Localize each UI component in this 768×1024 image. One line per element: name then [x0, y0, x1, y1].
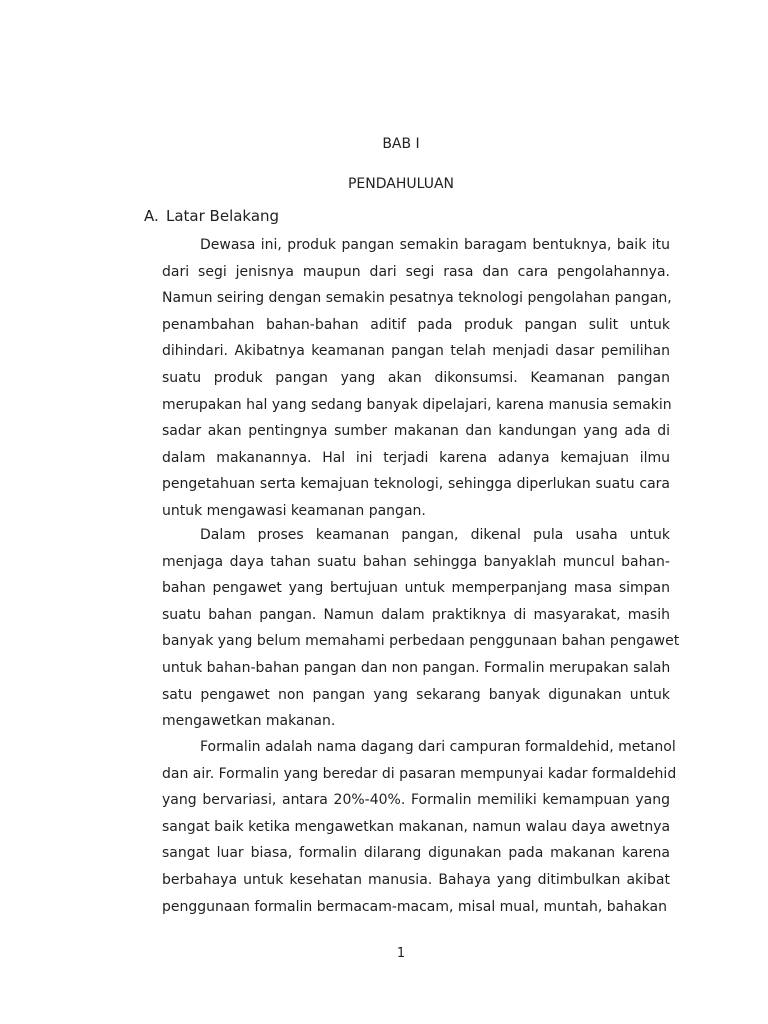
- section-number: A.: [144, 207, 159, 225]
- paragraph-line: banyak yang belum memahami perbedaan penggunaan bahan pengawet: [162, 633, 680, 650]
- paragraph-line: untuk mengawasi keamanan pangan.: [162, 502, 426, 519]
- paragraph-line: mengawetkan makanan.: [162, 713, 336, 730]
- paragraph-2: [162, 522, 680, 735]
- paragraph-line: dari segi jenisnya maupun dari segi rasa dan cara pengolahannya.: [162, 263, 670, 280]
- paragraph-line: suatu bahan pangan. Namun dalam praktiknya di masyarakat, masih: [162, 606, 670, 623]
- paragraph-line: satu pengawet non pangan yang sekarang banyak digunakan untuk: [162, 686, 670, 703]
- paragraph-line: dan air. Formalin yang beredar di pasaran mempunyai kadar formaldehid: [162, 765, 677, 782]
- chapter-title: PENDAHULUAN: [347, 176, 455, 192]
- paragraph-line: penambahan bahan-bahan aditif pada produk pangan sulit untuk: [162, 316, 670, 333]
- section-heading: [144, 207, 279, 225]
- paragraph-line: dihindari. Akibatnya keamanan pangan telah menjadi dasar pemilihan: [162, 343, 670, 360]
- paragraph-1: [162, 232, 670, 525]
- page-number: 1: [396, 946, 406, 961]
- paragraph-line: suatu produk pangan yang akan dikonsumsi. Keamanan pangan: [162, 369, 670, 386]
- paragraph-line: menjaga daya tahan suatu bahan sehingga banyaklah muncul bahan-: [162, 553, 670, 570]
- paragraph-line: penggunaan formalin bermacam-macam, misal mual, muntah, bahakan: [162, 898, 667, 915]
- section-title: Latar Belakang: [166, 207, 280, 225]
- paragraph-line: Dewasa ini, produk pangan semakin baragam bentuknya, baik itu: [200, 237, 670, 253]
- paragraph-line: Namun seiring dengan semakin pesatnya teknologi pengolahan pangan,: [162, 290, 672, 307]
- paragraph-line: untuk bahan-bahan pangan dan non pangan. Formalin merupakan salah: [162, 659, 671, 676]
- paragraph-line: pengetahuan serta kemajuan teknologi, sehingga diperlukan suatu cara: [162, 476, 670, 493]
- paragraph-line: sadar akan pentingnya sumber makanan dan kandungan yang ada di: [162, 423, 670, 440]
- paragraph-line: Dalam proses keamanan pangan, dikenal pula usaha untuk: [200, 527, 670, 543]
- paragraph-line: merupakan hal yang sedang banyak dipelajari, karena manusia semakin: [162, 396, 672, 413]
- paragraph-line: yang bervariasi, antara 20%-40%. Formalin memiliki kemampuan yang: [162, 792, 670, 809]
- chapter-number: BAB I: [382, 136, 420, 152]
- paragraph-line: sangat luar biasa, formalin dilarang digunakan pada makanan karena: [162, 845, 670, 862]
- paragraph-line: dalam makanannya. Hal ini terjadi karena adanya kemajuan ilmu: [162, 449, 670, 466]
- paragraph-line: Formalin adalah nama dagang dari campuran formaldehid, metanol: [200, 739, 676, 755]
- paragraph-line: berbahaya untuk kesehatan manusia. Bahaya yang ditimbulkan akibat: [162, 871, 670, 888]
- paragraph-line: sangat baik ketika mengawetkan makanan, namun walau daya awetnya: [162, 818, 671, 835]
- paragraph-3: [162, 734, 677, 920]
- paragraph-line: bahan pengawet yang bertujuan untuk memperpanjang masa simpan: [162, 580, 670, 597]
